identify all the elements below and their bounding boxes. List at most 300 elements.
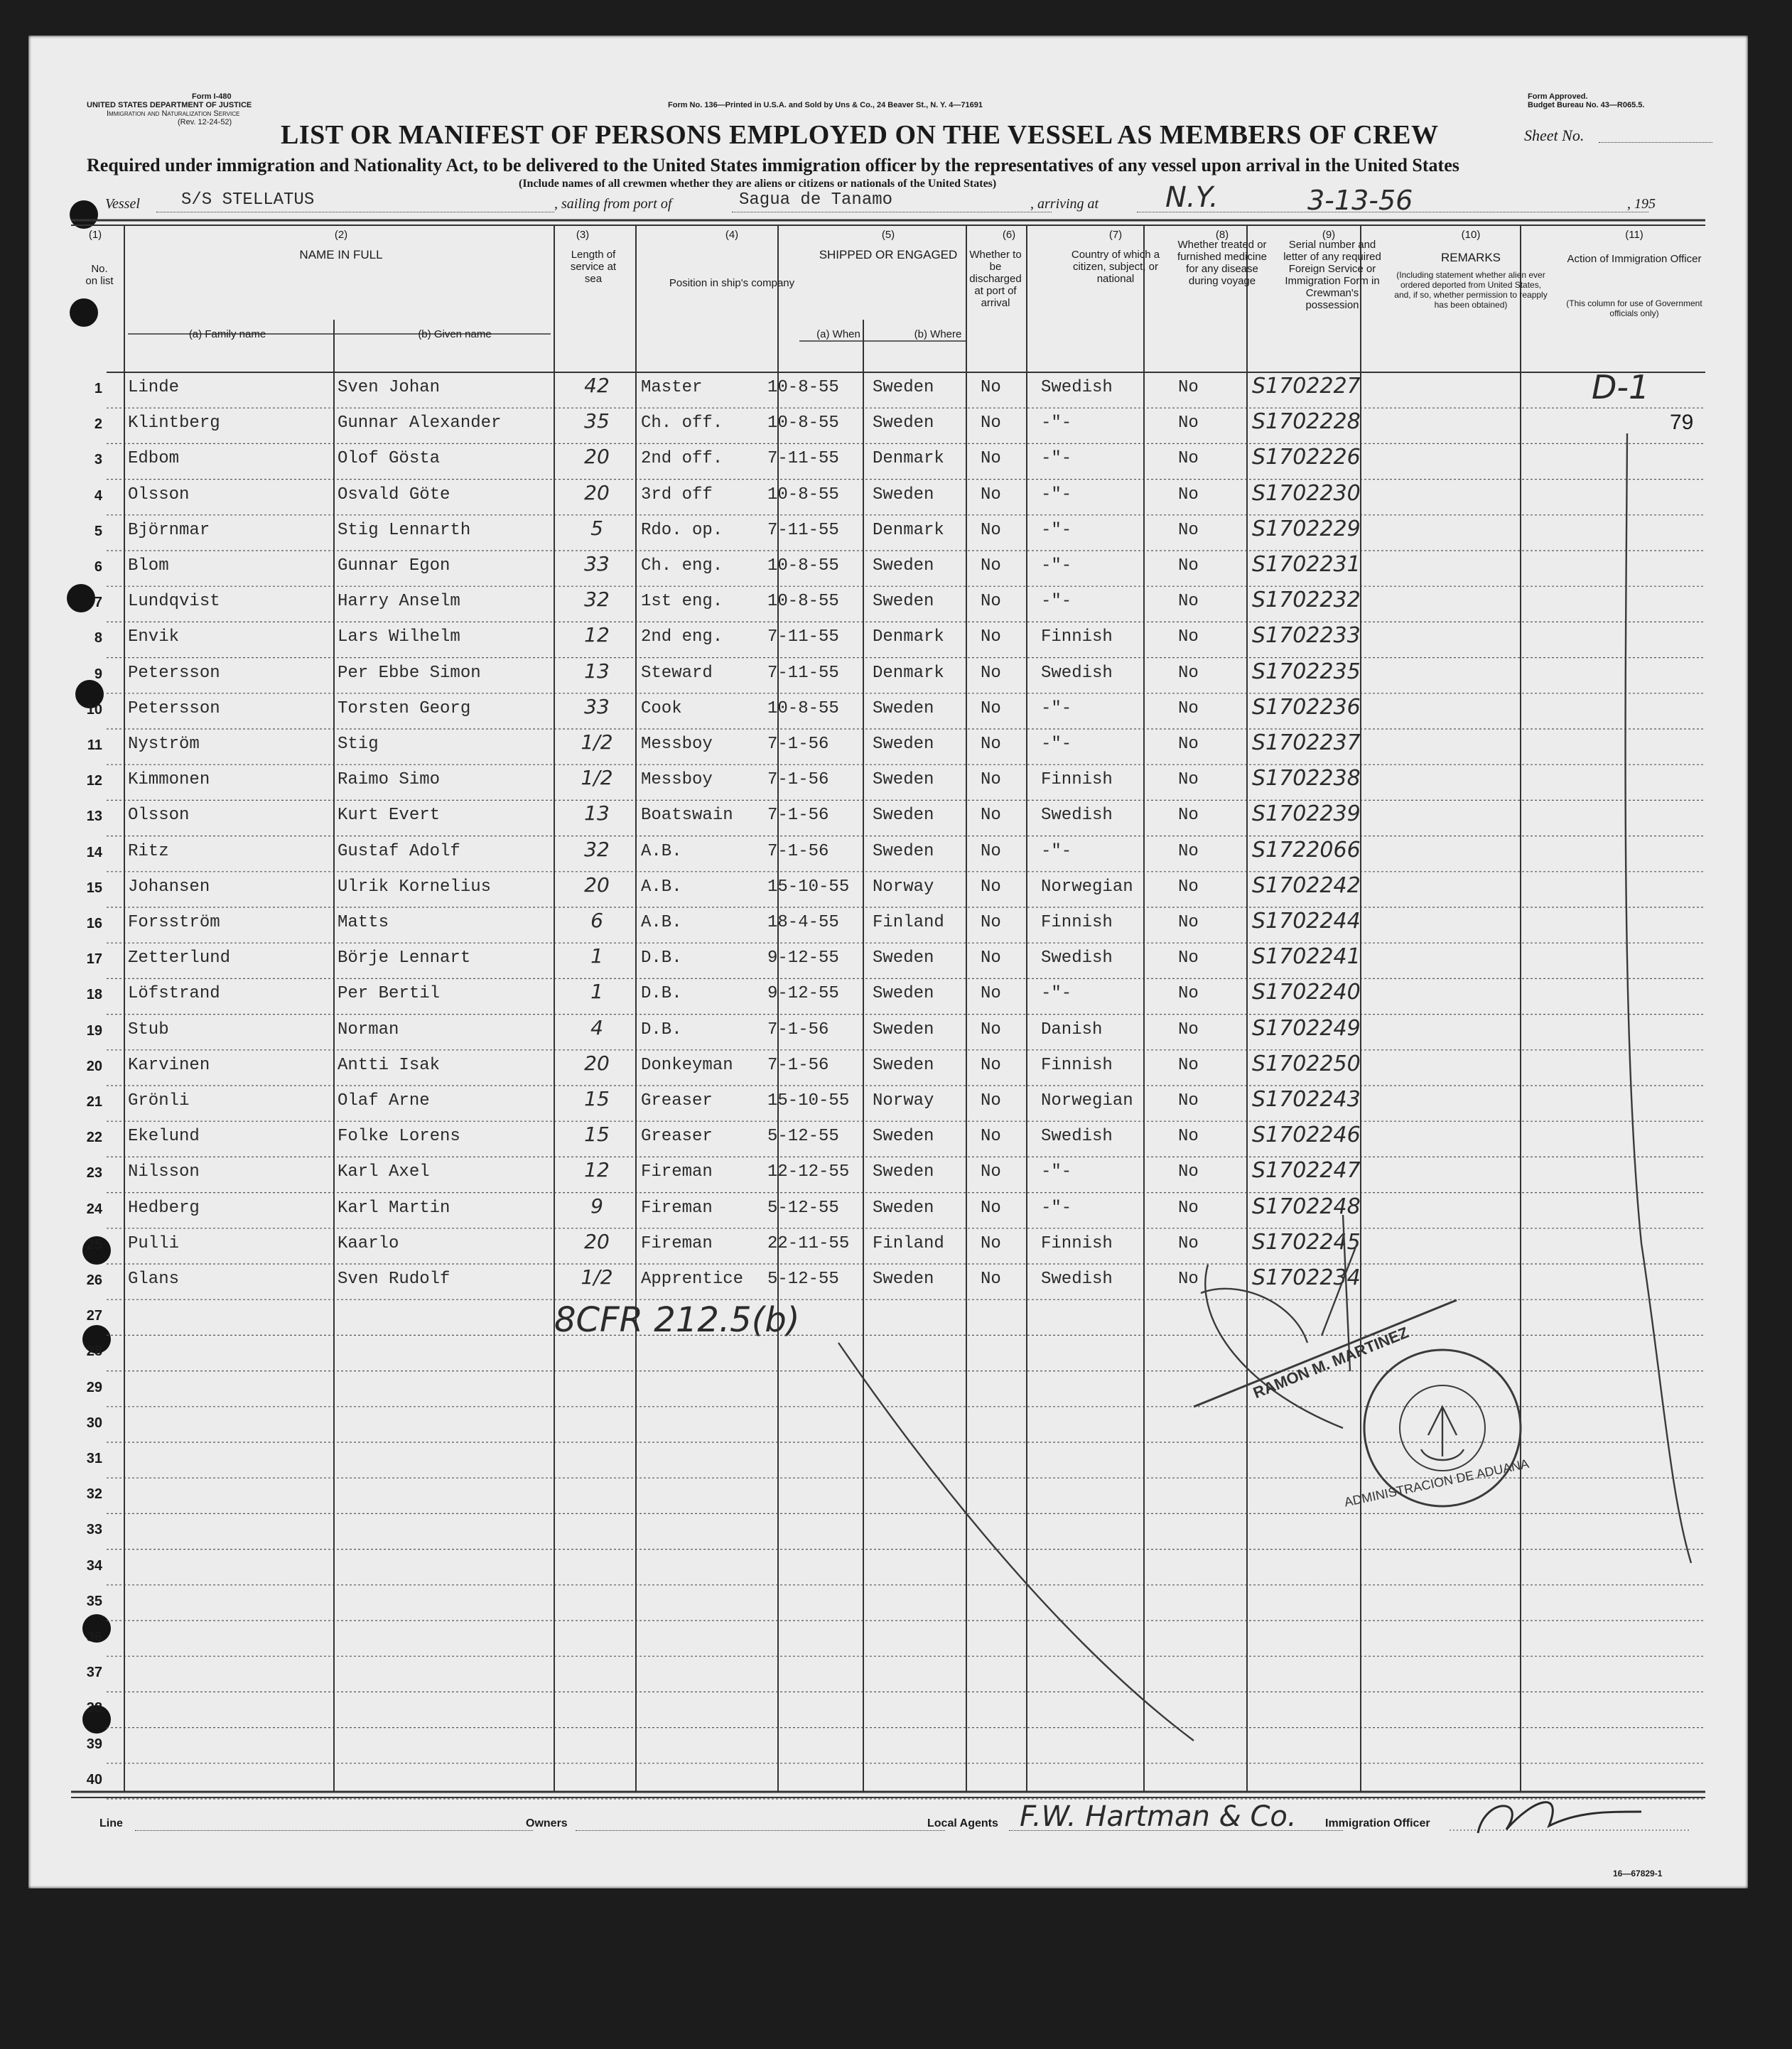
cell-where: Sweden	[873, 485, 934, 504]
cell-when: 9-12-55	[767, 984, 839, 1004]
cell-when: 7-1-56	[767, 735, 829, 754]
cell-service: 1/2	[581, 766, 613, 790]
cell-serial: S1702248	[1252, 1194, 1361, 1219]
cell-treated: No	[1178, 449, 1199, 469]
cell-family: Hedberg	[128, 1198, 200, 1218]
cell-where: Finland	[873, 1233, 944, 1253]
sailing-label: , sailing from port of	[554, 196, 672, 212]
arriving-date: 3-13-56	[1307, 185, 1413, 216]
cell-country: Swedish	[1041, 806, 1113, 826]
cell-given: Ulrik Kornelius	[338, 877, 492, 897]
row-number: 12	[86, 773, 102, 789]
cell-given: Olaf Arne	[338, 1091, 430, 1110]
cell-where: Sweden	[873, 1162, 934, 1182]
cell-discharge: No	[981, 1055, 1001, 1075]
row-number: 29	[86, 1379, 102, 1395]
footer-agents-value: F.W. Hartman & Co.	[1020, 1800, 1297, 1833]
cell-serial: S1702249	[1252, 1015, 1361, 1041]
sheet-label: Sheet No.	[1524, 126, 1585, 144]
footer-officer-label: Immigration Officer	[1325, 1817, 1430, 1829]
cell-position: D.B.	[641, 948, 682, 968]
cell-service: 12	[584, 1158, 610, 1182]
cell-family: Björnmar	[128, 520, 210, 540]
cell-position: 2nd eng.	[641, 627, 723, 647]
cell-when: 7-11-55	[767, 449, 839, 469]
cell-service: 32	[584, 837, 610, 861]
row-number: 21	[86, 1094, 102, 1110]
department: UNITED STATES DEPARTMENT OF JUSTICE	[87, 101, 252, 109]
cell-discharge: No	[981, 1127, 1001, 1147]
cell-country: -"-	[1041, 520, 1072, 540]
cell-country: Norwegian	[1041, 877, 1133, 897]
cell-when: 12-12-55	[767, 1162, 850, 1182]
cell-serial: S1702231	[1252, 552, 1361, 577]
cell-treated: No	[1178, 1270, 1199, 1289]
row-number: 23	[86, 1165, 102, 1182]
cell-treated: No	[1178, 698, 1199, 718]
arriving-port: N.Y.	[1165, 181, 1219, 214]
row-number: 37	[86, 1665, 102, 1681]
row-number: 19	[86, 1022, 102, 1039]
cell-treated: No	[1178, 1198, 1199, 1218]
arriving-label: , arriving at	[1030, 196, 1099, 212]
row-number: 39	[86, 1736, 102, 1752]
row-number: 5	[94, 523, 102, 539]
cell-country: -"-	[1041, 735, 1072, 754]
service-name: Immigration and Naturalization Service	[107, 109, 240, 118]
cell-treated: No	[1178, 556, 1199, 575]
cell-serial: S1722066	[1252, 837, 1361, 863]
cell-treated: No	[1178, 1091, 1199, 1110]
cell-discharge: No	[981, 1020, 1001, 1039]
cell-where: Sweden	[873, 841, 934, 861]
cell-treated: No	[1178, 1233, 1199, 1253]
cell-discharge: No	[981, 627, 1001, 647]
cell-when: 7-1-56	[767, 1055, 829, 1075]
cell-position: Messboy	[641, 770, 713, 790]
cell-treated: No	[1178, 520, 1199, 540]
cell-given: Börje Lennart	[338, 948, 471, 968]
cell-country: -"-	[1041, 485, 1072, 504]
cell-position: Fireman	[641, 1198, 713, 1218]
cell-country: Finnish	[1041, 770, 1113, 790]
cell-country: -"-	[1041, 556, 1072, 575]
cell-family: Glans	[128, 1270, 180, 1289]
cell-where: Denmark	[873, 627, 944, 647]
cell-service: 6	[590, 909, 603, 932]
cell-serial: S1702237	[1252, 730, 1361, 755]
include-note: (Include names of all crewmen whether they are aliens or citizens or nationals of the United States)	[519, 178, 997, 190]
cell-discharge: No	[981, 663, 1001, 683]
row-number: 27	[86, 1308, 102, 1324]
cell-discharge: No	[981, 1270, 1001, 1289]
col1-label: No. on list	[85, 263, 114, 287]
cell-position: Greaser	[641, 1127, 713, 1147]
cell-serial: S1702242	[1252, 872, 1361, 898]
cell-position: A.B.	[641, 841, 682, 861]
cell-when: 5-12-55	[767, 1270, 839, 1289]
cell-country: -"-	[1041, 698, 1072, 718]
cell-serial: S1702235	[1252, 659, 1361, 684]
form-approved: Form Approved.	[1528, 92, 1588, 101]
col5-number: (5)	[881, 229, 895, 241]
col11-number: (11)	[1625, 229, 1643, 241]
cell-service: 1	[590, 944, 603, 968]
cell-when: 10-8-55	[767, 413, 839, 433]
cell-when: 7-11-55	[767, 627, 839, 647]
row-number: 34	[86, 1557, 102, 1574]
cell-serial: S1702250	[1252, 1051, 1361, 1076]
cell-when: 7-11-55	[767, 663, 839, 683]
cell-country: Danish	[1041, 1020, 1103, 1039]
cell-given: Per Ebbe Simon	[338, 663, 481, 683]
cell-service: 15	[584, 1087, 610, 1110]
col11-label: Action of Immigration Officer	[1567, 253, 1702, 265]
cell-treated: No	[1178, 913, 1199, 932]
col1-number: (1)	[88, 229, 102, 241]
cell-given: Sven Johan	[338, 378, 441, 397]
footer-owners-label: Owners	[526, 1817, 568, 1829]
cell-discharge: No	[981, 913, 1001, 932]
cfr-annotation: 8CFR 212.5(b)	[554, 1300, 800, 1340]
cell-position: D.B.	[641, 984, 682, 1004]
cell-where: Sweden	[873, 1055, 934, 1075]
col2a-label: (a) Family name	[188, 328, 266, 340]
cell-service: 20	[584, 445, 610, 469]
row-number: 17	[86, 951, 102, 968]
cell-family: Klintberg	[128, 413, 220, 433]
cell-treated: No	[1178, 485, 1199, 504]
budget-bureau: Budget Bureau No. 43—R065.5.	[1528, 101, 1645, 109]
cell-discharge: No	[981, 948, 1001, 968]
cell-family: Blom	[128, 556, 169, 575]
cell-serial: S1702247	[1252, 1158, 1361, 1184]
cell-country: Swedish	[1041, 663, 1113, 683]
cell-discharge: No	[981, 413, 1001, 433]
cell-discharge: No	[981, 735, 1001, 754]
cell-given: Gunnar Alexander	[338, 413, 502, 433]
row-number: 32	[86, 1486, 102, 1503]
sailing-port: Sagua de Tanamo	[739, 190, 893, 210]
col5-label: SHIPPED OR ENGAGED	[819, 248, 958, 261]
cell-family: Pulli	[128, 1233, 180, 1253]
cell-country: -"-	[1041, 592, 1072, 612]
cell-family: Zetterlund	[128, 948, 231, 968]
cell-position: Donkeyman	[641, 1055, 733, 1075]
side-number: 79	[1670, 411, 1694, 434]
cell-given: Torsten Georg	[338, 698, 471, 718]
cell-service: 1	[590, 980, 603, 1004]
cell-discharge: No	[981, 592, 1001, 612]
cell-position: D.B.	[641, 1020, 682, 1039]
cell-country: Norwegian	[1041, 1091, 1133, 1110]
cell-service: 20	[584, 1229, 610, 1253]
cell-country: -"-	[1041, 841, 1072, 861]
cell-country: -"-	[1041, 1162, 1072, 1182]
col8-label: Whether treated or furnished medicine for any disease during voyage	[1177, 239, 1267, 287]
cell-discharge: No	[981, 1162, 1001, 1182]
cell-treated: No	[1178, 592, 1199, 612]
col5a-label: (a) When	[816, 328, 860, 340]
cell-given: Stig Lennarth	[338, 520, 471, 540]
cell-discharge: No	[981, 485, 1001, 504]
row-number: 25	[86, 1236, 102, 1253]
cell-country: Swedish	[1041, 1127, 1113, 1147]
cell-treated: No	[1178, 770, 1199, 790]
cell-where: Sweden	[873, 1270, 934, 1289]
cell-service: 9	[590, 1194, 603, 1218]
cell-where: Sweden	[873, 1020, 934, 1039]
cell-when: 7-1-56	[767, 841, 829, 861]
row-number: 7	[94, 595, 102, 611]
row-number: 8	[94, 630, 102, 647]
cell-country: -"-	[1041, 413, 1072, 433]
cell-family: Linde	[128, 378, 180, 397]
cell-country: -"-	[1041, 1198, 1072, 1218]
cell-family: Lundqvist	[128, 592, 220, 612]
cell-given: Raimo Simo	[338, 770, 441, 790]
cell-where: Norway	[873, 1091, 934, 1110]
cell-where: Denmark	[873, 663, 944, 683]
cell-given: Norman	[338, 1020, 399, 1039]
cell-given: Olof Gösta	[338, 449, 441, 469]
cell-service: 4	[590, 1015, 603, 1039]
row-number: 16	[86, 916, 102, 931]
row-number: 9	[94, 666, 102, 682]
col10-number: (10)	[1461, 229, 1481, 241]
cell-family: Envik	[128, 627, 180, 647]
cell-position: Messboy	[641, 735, 713, 754]
cell-position: Steward	[641, 663, 713, 683]
col10-note: (Including statement whether alien ever ordered deported from United States, and, if so, whether permission to reapply has been obtained)	[1394, 270, 1548, 310]
row-number: 15	[86, 880, 102, 896]
cell-treated: No	[1178, 1020, 1199, 1039]
cell-where: Sweden	[873, 770, 934, 790]
cell-where: Finland	[873, 913, 944, 932]
cell-given: Folke Lorens	[338, 1127, 460, 1147]
col4-label: Position in ship's company	[669, 277, 795, 289]
col9-number: (9)	[1322, 229, 1336, 241]
row-number: 18	[86, 987, 102, 1003]
cell-when: 7-1-56	[767, 1020, 829, 1039]
cell-discharge: No	[981, 449, 1001, 469]
cell-serial: S1702238	[1252, 766, 1361, 791]
cell-given: Lars Wilhelm	[338, 627, 460, 647]
cell-family: Löfstrand	[128, 984, 220, 1004]
cell-where: Sweden	[873, 806, 934, 826]
col2-label: NAME IN FULL	[299, 248, 383, 261]
cell-serial: S1702226	[1252, 445, 1361, 470]
cell-family: Grönli	[128, 1091, 190, 1110]
cell-position: Fireman	[641, 1162, 713, 1182]
row-number: 35	[86, 1593, 102, 1609]
cell-family: Kimmonen	[128, 770, 210, 790]
row-number: 28	[86, 1344, 102, 1360]
footer-agents-label: Local Agents	[927, 1817, 998, 1829]
cell-treated: No	[1178, 627, 1199, 647]
footer-line-label: Line	[99, 1817, 123, 1829]
cell-serial: S1702229	[1252, 516, 1361, 541]
row-number: 20	[86, 1058, 102, 1074]
cell-family: Petersson	[128, 663, 220, 683]
row-number: 30	[86, 1415, 102, 1431]
cell-service: 12	[584, 623, 610, 647]
row-number: 1	[94, 381, 102, 396]
cell-discharge: No	[981, 556, 1001, 575]
cell-position: 2nd off.	[641, 449, 723, 469]
cell-where: Sweden	[873, 735, 934, 754]
cell-treated: No	[1178, 948, 1199, 968]
cell-given: Gustaf Adolf	[338, 841, 460, 861]
form-revision: (Rev. 12-24-52)	[178, 118, 232, 126]
cell-discharge: No	[981, 1091, 1001, 1110]
cell-where: Sweden	[873, 413, 934, 433]
cell-discharge: No	[981, 984, 1001, 1004]
cell-when: 5-12-55	[767, 1127, 839, 1147]
cell-country: Finnish	[1041, 1233, 1113, 1253]
cell-country: Finnish	[1041, 627, 1113, 647]
cell-where: Denmark	[873, 520, 944, 540]
cell-serial: S1702233	[1252, 623, 1361, 649]
cell-where: Sweden	[873, 556, 934, 575]
subtitle: Required under immigration and Nationality Act, to be delivered to the United States immigration officer by the representatives of any vessel upon arrival in the United States	[87, 155, 1459, 175]
cell-when: 15-10-55	[767, 877, 850, 897]
cell-country: Finnish	[1041, 1055, 1113, 1075]
cell-service: 5	[590, 516, 603, 540]
col8-number: (8)	[1215, 229, 1229, 241]
cell-where: Sweden	[873, 948, 934, 968]
cell-serial: S1702234	[1252, 1265, 1361, 1290]
cell-where: Sweden	[873, 592, 934, 612]
vessel-label: Vessel	[105, 196, 140, 212]
cell-service: 13	[584, 801, 610, 826]
cell-given: Per Bertil	[338, 984, 441, 1004]
year-label: , 195	[1627, 196, 1656, 212]
row-number: 4	[94, 487, 102, 504]
cell-when: 10-8-55	[767, 556, 839, 575]
cell-given: Stig	[338, 735, 379, 754]
cell-service: 42	[584, 374, 610, 397]
stamp-name: RAMON M. MARTINEZ	[1251, 1323, 1411, 1402]
row-number: 11	[87, 737, 102, 753]
row-number: 24	[86, 1201, 102, 1217]
col6-label: Whether to be discharged at port of arrival	[969, 249, 1022, 309]
cell-treated: No	[1178, 1162, 1199, 1182]
page-title: LIST OR MANIFEST OF PERSONS EMPLOYED ON THE VESSEL AS MEMBERS OF CREW	[281, 120, 1439, 150]
cell-treated: No	[1178, 1055, 1199, 1075]
cell-serial: S1702246	[1252, 1123, 1361, 1148]
cell-family: Stub	[128, 1020, 169, 1039]
cell-family: Forsström	[128, 913, 220, 932]
cell-treated: No	[1178, 1127, 1199, 1147]
cell-discharge: No	[981, 1233, 1001, 1253]
cell-service: 1/2	[581, 1265, 613, 1289]
cell-serial: S1702228	[1252, 409, 1361, 435]
cell-position: 3rd off	[641, 485, 713, 504]
cell-given: Karl Martin	[338, 1198, 450, 1218]
cell-discharge: No	[981, 520, 1001, 540]
row-number: 10	[86, 701, 102, 718]
cell-country: -"-	[1041, 449, 1072, 469]
cell-given: Kurt Evert	[338, 806, 441, 826]
col3-number: (3)	[576, 229, 590, 241]
cell-service: 15	[584, 1123, 610, 1147]
cell-given: Karl Axel	[338, 1162, 430, 1182]
cell-where: Sweden	[873, 698, 934, 718]
cell-given: Sven Rudolf	[338, 1270, 450, 1289]
cell-where: Sweden	[873, 1198, 934, 1218]
cell-family: Ritz	[128, 841, 169, 861]
cell-treated: No	[1178, 841, 1199, 861]
cell-family: Olsson	[128, 485, 190, 504]
manifest-page	[28, 36, 1748, 1888]
cell-given: Gunnar Egon	[338, 556, 450, 575]
vessel-name: S/S STELLATUS	[181, 190, 315, 210]
row-number: 38	[86, 1700, 102, 1716]
cell-serial: S1702243	[1252, 1087, 1361, 1112]
cell-when: 7-1-56	[767, 770, 829, 790]
cell-given: Osvald Göte	[338, 485, 450, 504]
cell-family: Olsson	[128, 806, 190, 826]
cell-service: 33	[584, 552, 610, 575]
cell-position: Rdo. op.	[641, 520, 723, 540]
cell-serial: S1702245	[1252, 1229, 1361, 1255]
cell-serial: S1702227	[1252, 374, 1361, 399]
cell-position: Ch. off.	[641, 413, 723, 433]
cell-where: Sweden	[873, 1127, 934, 1147]
cell-given: Antti Isak	[338, 1055, 441, 1075]
cell-when: 10-8-55	[767, 592, 839, 612]
cell-position: Ch. eng.	[641, 556, 723, 575]
stamp-seal-text: ADMINISTRACION DE ADUANA	[1343, 1456, 1531, 1510]
cell-when: 15-10-55	[767, 1091, 850, 1110]
cell-when: 10-8-55	[767, 378, 839, 397]
cell-discharge: No	[981, 378, 1001, 397]
cell-position: 1st eng.	[641, 592, 723, 612]
cell-position: Fireman	[641, 1233, 713, 1253]
cell-discharge: No	[981, 698, 1001, 718]
cell-country: Swedish	[1041, 948, 1113, 968]
col4-number: (4)	[725, 229, 739, 241]
cell-given: Matts	[338, 913, 389, 932]
cell-given: Harry Anselm	[338, 592, 460, 612]
cell-treated: No	[1178, 877, 1199, 897]
col5b-label: (b) Where	[914, 328, 962, 340]
cell-treated: No	[1178, 735, 1199, 754]
cell-service: 13	[584, 659, 610, 683]
cell-position: A.B.	[641, 913, 682, 932]
cell-service: 33	[584, 694, 610, 718]
cell-serial: S1702241	[1252, 944, 1361, 970]
cell-country: Swedish	[1041, 1270, 1113, 1289]
cell-position: A.B.	[641, 877, 682, 897]
cell-service: 35	[584, 409, 610, 433]
cell-family: Karvinen	[128, 1055, 210, 1075]
cell-country: Finnish	[1041, 913, 1113, 932]
cell-treated: No	[1178, 984, 1199, 1004]
cell-discharge: No	[981, 877, 1001, 897]
cell-service: 20	[584, 1051, 610, 1075]
cell-country: -"-	[1041, 984, 1072, 1004]
cell-service: 1/2	[581, 730, 613, 754]
cell-serial: S1702232	[1252, 588, 1361, 613]
row-number: 36	[86, 1629, 102, 1645]
cell-serial: S1702239	[1252, 801, 1361, 827]
cell-discharge: No	[981, 770, 1001, 790]
cell-when: 5-12-55	[767, 1198, 839, 1218]
cell-treated: No	[1178, 663, 1199, 683]
row-number: 26	[86, 1272, 102, 1288]
